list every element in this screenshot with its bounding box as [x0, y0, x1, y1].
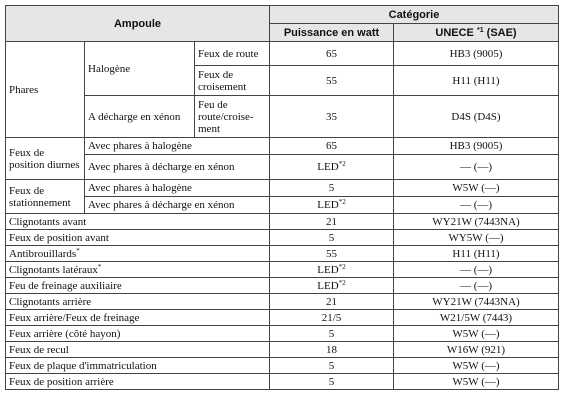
row-watt	[270, 342, 394, 358]
header-unece-note: *1	[476, 26, 484, 34]
stationnement-halo-cat: W5W (—)	[394, 180, 559, 197]
header-sae-text: (SAE)	[486, 26, 517, 39]
stationnement-label: Feux de stationnement	[6, 180, 85, 214]
drl-halo: Avec phares à halogène	[85, 138, 270, 155]
row-cat: W21/5W (7443)	[394, 310, 559, 326]
row-name-text: Feux de plaque d'immatriculation	[9, 359, 157, 372]
row-name-text: Feux arrière/Feux de freinage	[9, 311, 140, 324]
table-row	[6, 230, 559, 246]
stationnement-xenon: Avec phares à décharge en xénon	[85, 197, 270, 214]
row-name-star: *	[76, 246, 80, 255]
table-row	[6, 278, 559, 294]
phares-label: Phares	[6, 42, 85, 138]
phares-feux-route-cat: HB3 (9005)	[394, 42, 559, 66]
row-name	[6, 230, 270, 246]
table-row	[6, 262, 559, 278]
row-watt-text: LED	[317, 279, 339, 292]
row-watt	[270, 230, 394, 246]
row-watt-text: 18	[326, 343, 337, 356]
header-puissance: Puissance en watt	[270, 24, 394, 42]
drl-halo-cat: HB3 (9005)	[394, 138, 559, 155]
row-name	[6, 214, 270, 230]
stationnement-xenon-watt-text: LED	[317, 199, 339, 211]
row-watt	[270, 358, 394, 374]
header-unece-text: UNECE	[435, 26, 474, 39]
header-ampoule: Ampoule	[6, 6, 270, 42]
drl-halo-watt: 65	[270, 138, 394, 155]
bulb-table-container	[5, 5, 559, 390]
table-row	[6, 42, 559, 66]
table-row	[6, 197, 559, 214]
phares-xenon-cat: D4S (D4S)	[394, 96, 559, 138]
row-name	[6, 342, 270, 358]
row-name	[6, 326, 270, 342]
table-row	[6, 342, 559, 358]
drl-xenon-watt	[270, 155, 394, 180]
row-name-text: Antibrouillards	[9, 247, 77, 260]
row-name	[6, 278, 270, 294]
row-watt	[270, 374, 394, 390]
stationnement-halo: Avec phares à halogène	[85, 180, 270, 197]
row-name-text: Feu de freinage auxiliaire	[9, 279, 122, 292]
stationnement-xenon-cat: — (—)	[394, 197, 559, 214]
row-watt-text: 21	[326, 295, 337, 308]
phares-xenon-type: Feu de route/croise-ment	[195, 96, 270, 138]
phares-feux-route: Feux de route	[195, 42, 270, 66]
row-cat: — (—)	[394, 262, 559, 278]
row-watt-note: *2	[338, 262, 346, 271]
stationnement-xenon-note: *2	[338, 198, 346, 206]
row-watt-text: 5	[328, 327, 335, 340]
row-name	[6, 262, 270, 278]
row-name	[6, 358, 270, 374]
header-categorie: Catégorie	[270, 6, 559, 24]
row-name	[6, 310, 270, 326]
table-row	[6, 374, 559, 390]
row-watt-text: 5	[328, 231, 335, 244]
drl-xenon-cat: — (—)	[394, 155, 559, 180]
drl-xenon-note: *2	[338, 160, 346, 168]
table-row	[6, 294, 559, 310]
row-watt	[270, 262, 394, 278]
phares-feux-route-watt: 65	[270, 42, 394, 66]
row-watt-text: LED	[317, 263, 339, 276]
table-row	[6, 246, 559, 262]
row-cat: WY21W (7443NA)	[394, 214, 559, 230]
header-unece	[394, 24, 559, 42]
table-row	[6, 155, 559, 180]
row-watt-text: 21/5	[321, 311, 342, 324]
table-row	[6, 358, 559, 374]
row-watt	[270, 326, 394, 342]
row-watt	[270, 294, 394, 310]
table-row	[6, 326, 559, 342]
row-watt-note: *2	[338, 278, 346, 287]
row-name-text: Feux de recul	[9, 343, 69, 356]
stationnement-xenon-watt	[270, 197, 394, 214]
row-name-text: Feux arrière (côté hayon)	[9, 327, 121, 340]
phares-feux-croisement: Feux de croisement	[195, 66, 270, 96]
row-name-text: Feux de position avant	[9, 231, 109, 244]
row-name	[6, 246, 270, 262]
row-name	[6, 374, 270, 390]
row-cat: WY5W (—)	[394, 230, 559, 246]
row-name-text: Clignotants arrière	[9, 295, 92, 308]
row-name	[6, 294, 270, 310]
row-watt-text: 55	[326, 247, 337, 260]
row-cat: — (—)	[394, 278, 559, 294]
row-watt-text: 5	[328, 359, 335, 372]
row-cat: W16W (921)	[394, 342, 559, 358]
row-name-text: Clignotants latéraux	[9, 263, 98, 276]
row-watt	[270, 246, 394, 262]
drl-label: Feux de position diurnes	[6, 138, 85, 180]
drl-xenon: Avec phares à décharge en xénon	[85, 155, 270, 180]
row-cat: W5W (—)	[394, 326, 559, 342]
table-row	[6, 96, 559, 138]
row-watt-text: 21	[326, 215, 337, 228]
row-name-star: *	[97, 262, 102, 271]
phares-halogene: Halogène	[85, 42, 195, 96]
row-watt	[270, 310, 394, 326]
table-row	[6, 214, 559, 230]
drl-xenon-watt-text: LED	[317, 161, 339, 173]
row-name-text: Clignotants avant	[9, 215, 87, 228]
table-row	[6, 310, 559, 326]
table-row	[6, 138, 559, 155]
stationnement-halo-watt: 5	[270, 180, 394, 197]
row-watt	[270, 278, 394, 294]
row-cat: W5W (—)	[394, 374, 559, 390]
phares-feux-croisement-cat: H11 (H11)	[394, 66, 559, 96]
row-watt	[270, 214, 394, 230]
row-name-text: Feux de position arrière	[9, 375, 114, 388]
row-watt-text: 5	[328, 375, 335, 388]
phares-feux-croisement-watt: 55	[270, 66, 394, 96]
row-cat: W5W (—)	[394, 358, 559, 374]
row-cat: WY21W (7443NA)	[394, 294, 559, 310]
table-row	[6, 180, 559, 197]
bulb-specification-table	[5, 5, 559, 390]
row-cat: H11 (H11)	[394, 246, 559, 262]
phares-xenon-watt: 35	[270, 96, 394, 138]
phares-xenon: A décharge en xénon	[85, 96, 195, 138]
